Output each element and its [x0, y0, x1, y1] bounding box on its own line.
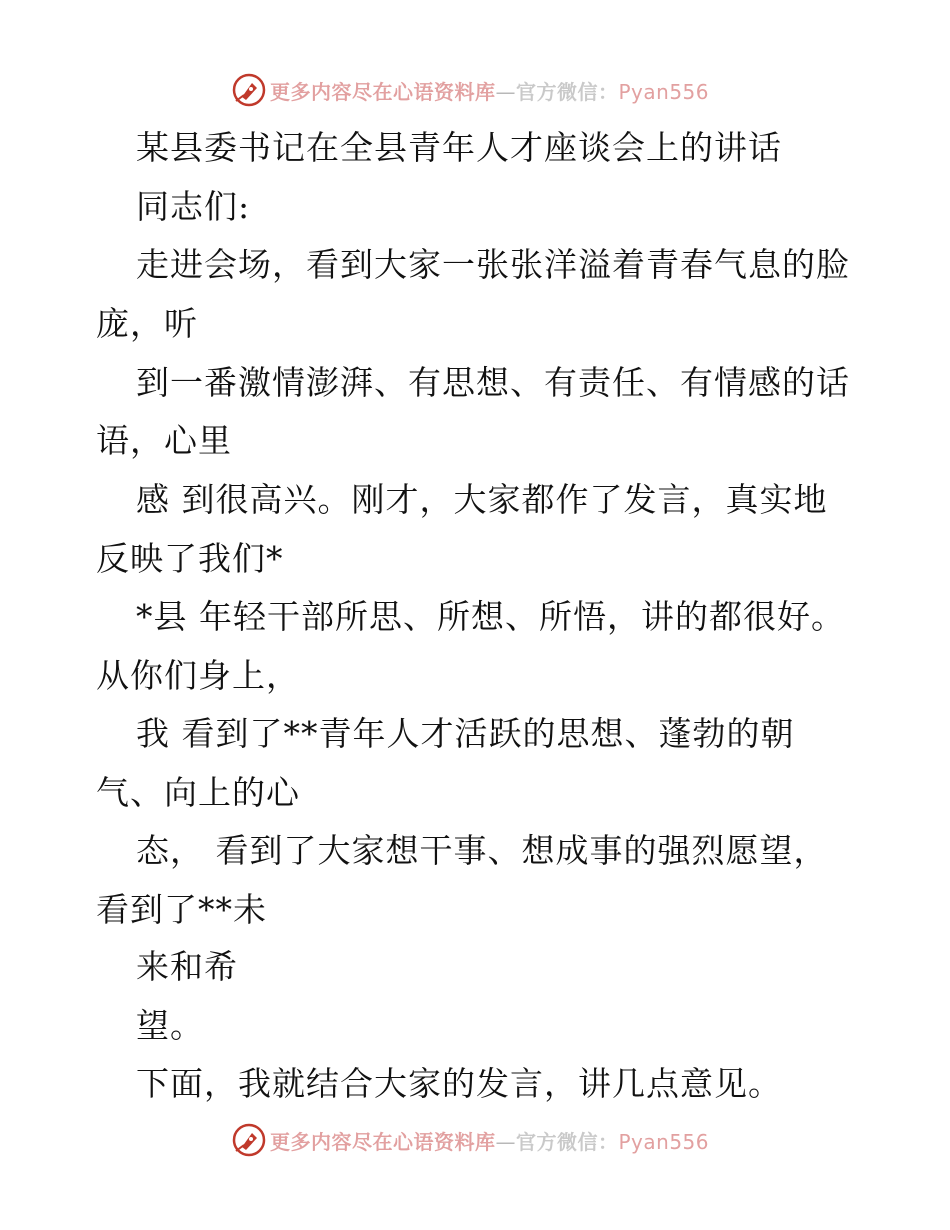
- document-title: 某县委书记在全县青年人才座谈会上的讲话: [136, 128, 782, 167]
- body-line: 看到了**未: [96, 890, 267, 929]
- body-line: 来和希: [136, 947, 238, 986]
- body-line: 到一番激情澎湃、有思想、有责任、有情感的话: [136, 363, 850, 402]
- pen-nib-logo-icon: [232, 73, 266, 107]
- body-line: 望。: [136, 1006, 204, 1045]
- body-line: 走进会场，看到大家一张张洋溢着青春气息的脸: [136, 245, 850, 284]
- body-line: 气、向上的心: [96, 773, 300, 812]
- footer-official-label: 官方微信：: [516, 1129, 619, 1154]
- header-official-label: 官方微信：: [516, 79, 619, 104]
- header-separator: —: [495, 79, 516, 104]
- body-line: 我 看到了**青年人才活跃的思想、蓬勃的朝: [136, 714, 795, 753]
- body-line: 语，心里: [96, 421, 232, 460]
- body-line: 庞，听: [96, 304, 198, 343]
- footer-separator: —: [495, 1129, 516, 1154]
- body-line: 态， 看到了大家想干事、想成事的强烈愿望，: [136, 831, 828, 870]
- header-banner: [232, 70, 709, 110]
- body-line: 下面，我就结合大家的发言，讲几点意见。: [136, 1064, 782, 1103]
- header-brand-text: 更多内容尽在心语资料库: [270, 79, 496, 104]
- salutation: 同志们:: [136, 187, 251, 226]
- body-line: 反映了我们*: [96, 539, 284, 578]
- header-banner-text: [270, 76, 709, 105]
- footer-wechat-id: Pyan556: [618, 1129, 710, 1154]
- body-line: 感 到很高兴。刚才，大家都作了发言，真实地: [136, 480, 828, 519]
- footer-banner: [232, 1120, 709, 1160]
- footer-banner-text: [270, 1126, 709, 1155]
- body-line: *县 年轻干部所思、所想、所悟，讲的都很好。: [136, 597, 845, 636]
- body-line: 从你们身上，: [96, 656, 300, 695]
- header-wechat-id: Pyan556: [618, 79, 710, 104]
- pen-nib-logo-icon: [232, 1123, 266, 1157]
- footer-brand-text: 更多内容尽在心语资料库: [270, 1129, 496, 1154]
